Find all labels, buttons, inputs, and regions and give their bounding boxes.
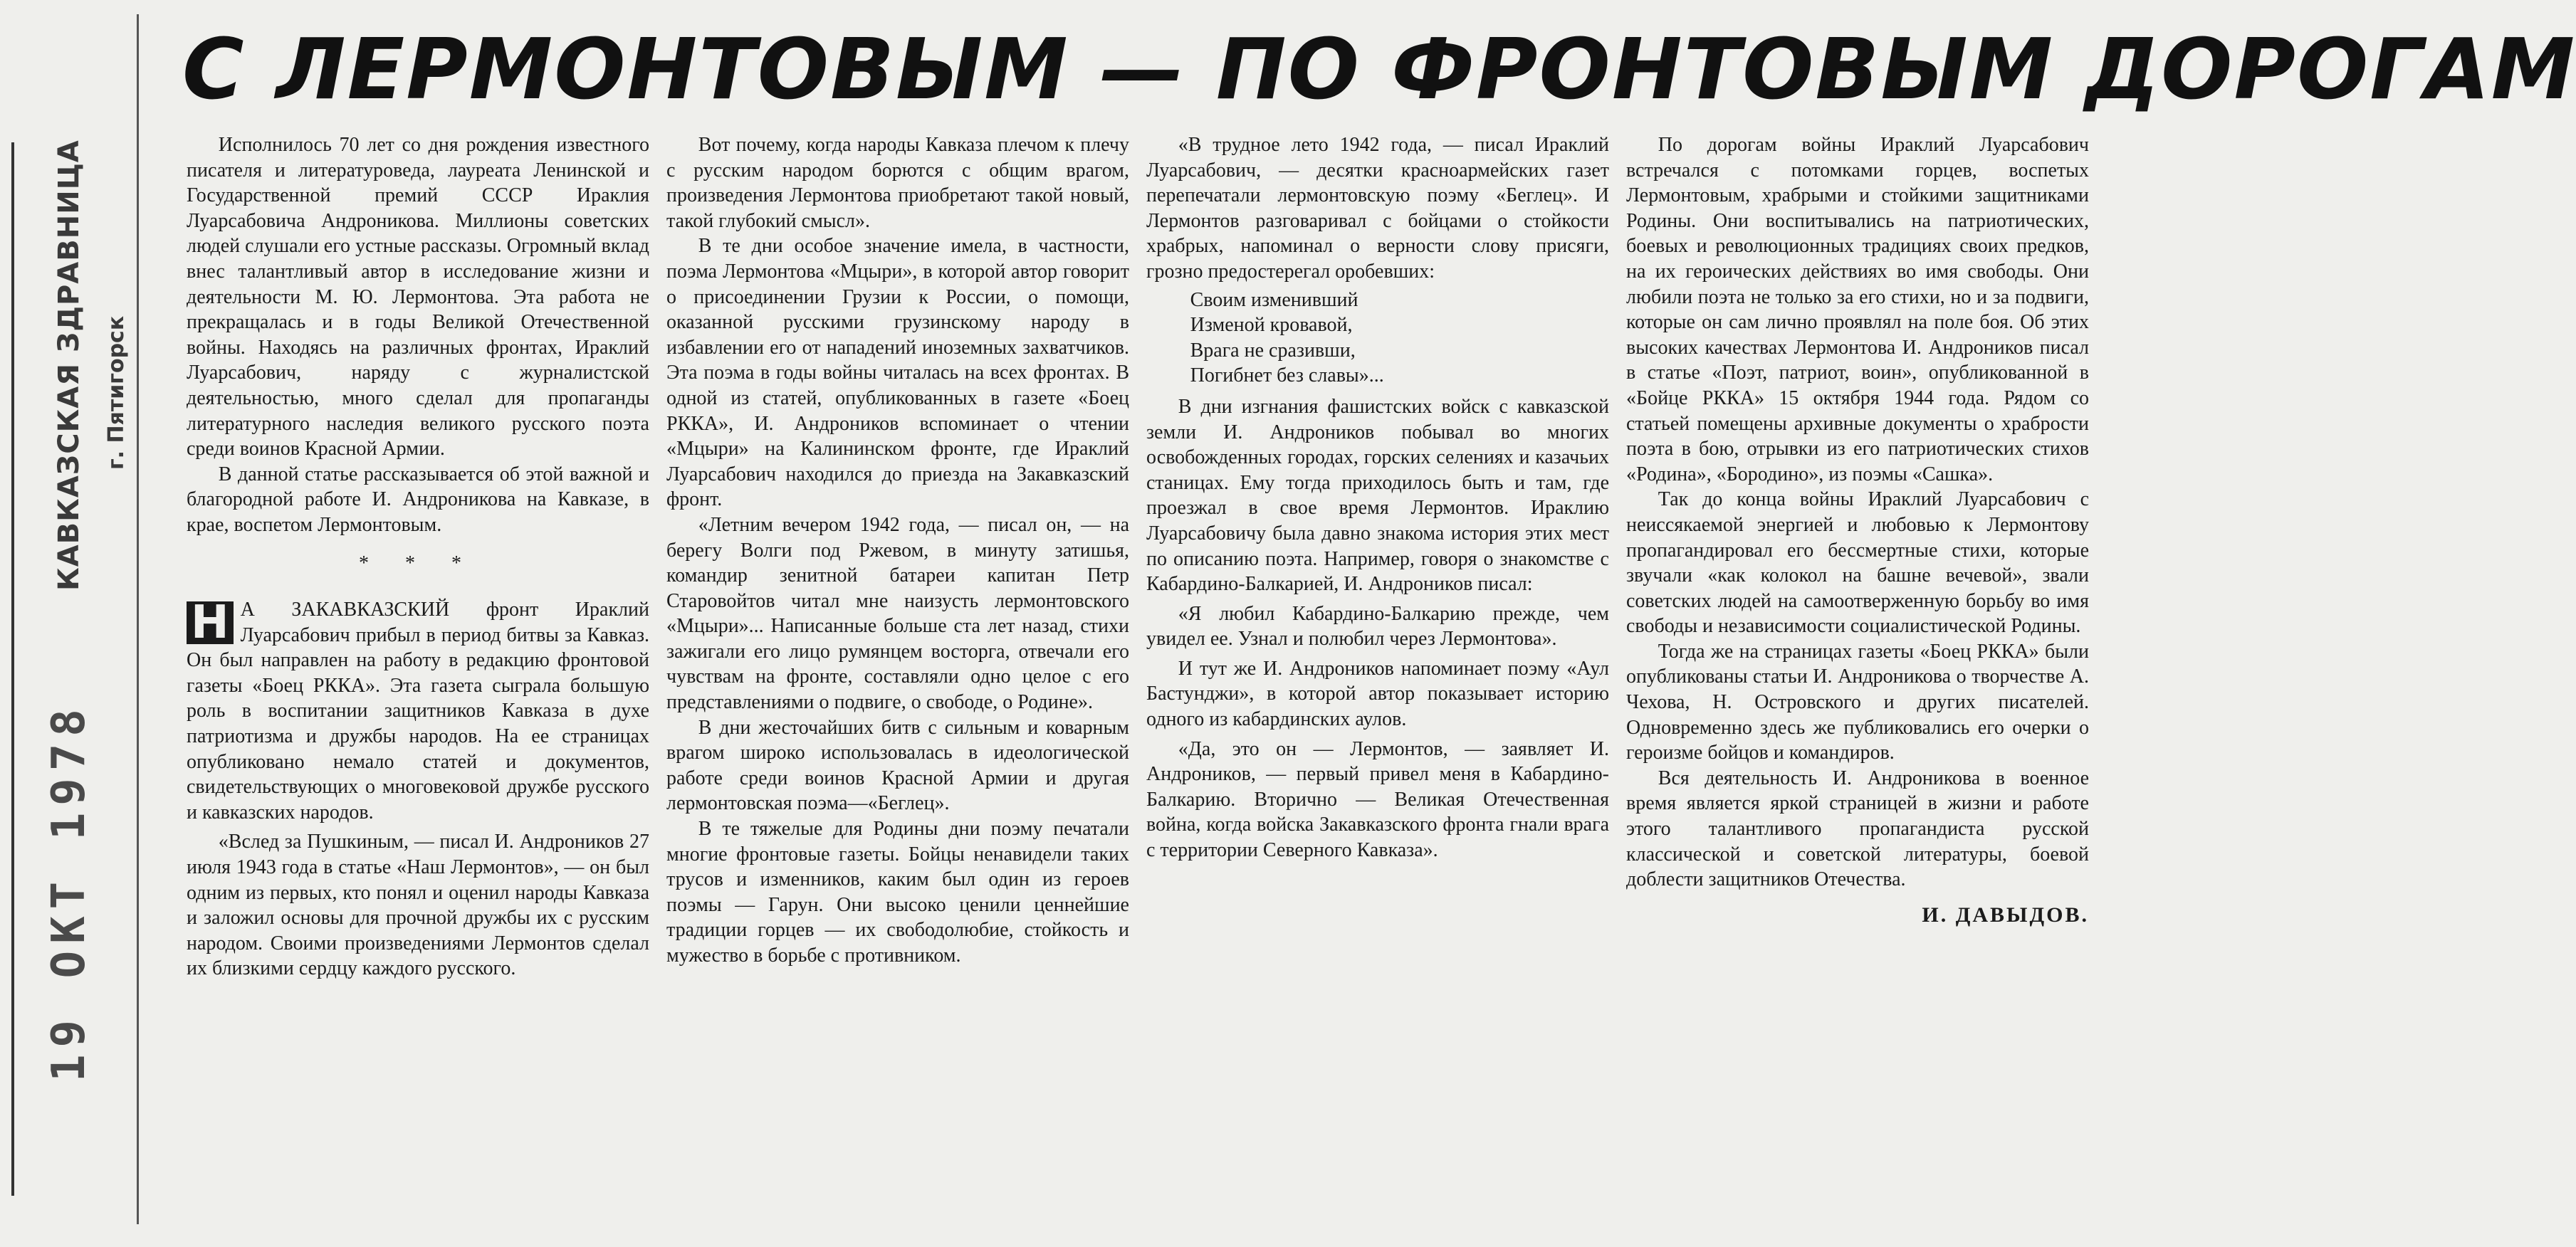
article-paragraph: Так до конца войны Ираклий Луарсабович с неиссякаемой энергией и любовью к Лермонтову пропагандировал его бессмертные стихи, которые звучали «как колокол на башне вечевой», звали советских людей на самоотверженную борьбу во имя свободы и независимости социалистической Родины. xyxy=(1626,488,2089,638)
poem-line: Погибнет без славы»... xyxy=(1190,364,1384,387)
poem-line: Врага не сразивши, xyxy=(1190,339,1356,362)
lead-paragraph: Исполнилось 70 лет со дня рождения известного писателя и литературоведа, лауреата Ленинской и Государственной премий СССР Ираклия Луарсабовича Андроникова. Миллионы советских людей слушали его устные рассказы. Огромный вклад внес талантливый автор в исследование жизни и деятельности М. Ю. Лермонтова. Эта работа не прекращалась и в годы Великой Отечественной войны. Находясь на различных фронтах, Ираклий Луарсабович, наряду с журналистской деятельностью, много сделал для пропаганды литературного наследия великого русского поэта среди воинов Красной Армии. xyxy=(187,134,649,461)
column-1 xyxy=(187,132,649,1236)
article-paragraph xyxy=(187,597,649,825)
paragraph-caps: А ЗАКАВКАЗСКИЙ xyxy=(240,599,450,621)
drop-cap: Н xyxy=(187,601,234,644)
article-paragraph: «В трудное лето 1942 года, — писал Ираклий Луарсабович, — десятки красноармейских газет перепечатали лермонтовскую поэму «Беглец». И Лермонтов разговаривал с бойцами о стойкости храбрых, напоминал о верности слову присяги, грозно предостерегал оробевших: xyxy=(1146,134,1609,283)
newspaper-city: г. Пятигорск xyxy=(104,315,129,470)
article-paragraph: И тут же И. Андроников напоминает поэму «Аул Бастунджи», в которой автор показывает историю одного из кабардинских аулов. xyxy=(1146,657,1609,731)
clipping-sidebar xyxy=(10,14,174,1231)
author-signature: И. ДАВЫДОВ. xyxy=(1922,903,2089,927)
sidebar-rule xyxy=(137,14,139,1224)
article-paragraph: «Да, это он — Лермонтов, — заявляет И. Андроников, — первый привел меня в Кабардино-Балкарию. Вторично — Великая Отечественная война, когда войска Закавказского фронта гнали врага с территории Северного Кавказа». xyxy=(1146,737,1609,862)
date-stamp: 19 ОКТ 1978 xyxy=(43,702,95,1082)
column-2 xyxy=(666,132,1129,1236)
lead-paragraph: В данной статье рассказывается об этой важной и благородной работе И. Андроникова на Кавказе, в крае, воспетом Лермонтовым. xyxy=(187,463,649,536)
article-paragraph: По дорогам войны Ираклий Луарсабович встречался с потомками горцев, воспетых Лермонтовым, храбрыми и стойкими защитниками Родины. Они воспитывались на патриотических, боевых и революционных традициях своих предков, на их героических действиях во имя свободы. Они любили поэта не только за его стихи, но и за подвиги, которые он сам лично проявлял на поле боя. Об этих высоких качествах Лермонтова И. Андроников писал в статье «Поэт, патриот, воин», опубликованной в «Бойце РККА» 15 октября 1944 года. Рядом со статьей помещены архивные документы о храбрости поэта в бою, отрывки из его патриотических стихов «Родина», «Бородино», из поэмы «Сашка». xyxy=(1626,134,2089,485)
poem-line: Своим изменивший xyxy=(1190,288,1358,311)
article-paragraph: Вот почему, когда народы Кавказа плечом к плечу с русским народом борются с общим врагом, произведения Лермонтова приобретают такой новый, такой глубокий смысл». xyxy=(666,134,1129,232)
newspaper-name: КАВКАЗСКАЯ ЗДРАВНИЦА xyxy=(53,140,85,591)
poem-line: Изменой кровавой, xyxy=(1190,314,1353,337)
article-paragraph: «Вслед за Пушкиным, — писал И. Андроников 27 июля 1943 года в статье «Наш Лермонтов», — он был одним из первых, кто понял и оценил народы Кавказа и заложил основы для прочной дружбы их с русским народом. Своими произведениями Лермонтов сделал их близкими сердцу каждого русского. xyxy=(187,831,649,980)
article-body xyxy=(187,132,2089,1236)
article-paragraph: В те тяжелые для Родины дни поэму печатали многие фронтовые газеты. Бойцы ненавидели таких трусов и изменников, каким был один из героев поэмы — Гарун. Они высоко ценили ценнейшие традиции горцев — их свободолюбие, стойкость и мужество в борьбе с противником. xyxy=(666,818,1129,967)
article-paragraph: В дни изгнания фашистских войск с кавказской земли И. Андроников побывал во многих освобожденных городах, горских селениях и казачьих станицах. Ему тогда приходилось быть и там, где проезжал в свое время Лермонтов. Ираклию Луарсабовичу была давно знакома история этих мест по описанию поэта. Например, говоря о знакомстве с Кабардино-Балкарией, И. Андроников писал: xyxy=(1146,395,1609,596)
article-paragraph: Тогда же на страницах газеты «Боец РККА» были опубликованы статьи И. Андроникова о творчестве А. Чехова, Н. Островского и других писателей. Одновременно здесь же публиковались его очерки о героизме бойцов и командиров. xyxy=(1626,640,2089,764)
article-paragraph: Вся деятельность И. Андроникова в военное время является яркой страницей в жизни и работе этого талантливого пропагандиста русской классической и советской литературы, боевой доблести защитников Отечества. xyxy=(1626,767,2089,891)
column-4 xyxy=(1626,132,2089,1236)
article-paragraph: В дни жесточайших битв с сильным и коварным врагом широко использовалась в идеологической работе среди воинов Красной Армии и другая лермонтовская поэма—«Беглец». xyxy=(666,716,1129,815)
article-paragraph: «Я любил Кабардино-Балкарию прежде, чем увидел ее. Узнал и полюбил через Лермонтова». xyxy=(1146,602,1609,651)
poem-quote xyxy=(1190,288,1609,389)
article-paragraph: В те дни особое значение имела, в частности, поэма Лермонтова «Мцыри», в которой автор говорит о присоединении Грузии к России, о помощи, оказанной русскими грузинскому народу в избавлении его от нападений иноземных захватчиков. Эта поэма в годы войны читалась на всех фронтах. В одной из статей, опубликованных в газете «Боец РККА», И. Андроников вспоминает о чтении «Мцыри» на Калининском фронте, где Ираклий Луарсабович находился до приезда на Закавказский фронт. xyxy=(666,235,1129,511)
paragraph-text: фронт Ираклий Луарсабович прибыл в период битвы за Кавказ. Он был направлен на работу в редакцию фронтовой газеты «Боец РККА». Эта газета сыграла большую роль в воспитании защитников Кавказа в духе патриотизма и дружбы народов. На ее страницах опубликовано немало статей и документов, свидетельствующих о многовековой дружбе русского и кавказских народов. xyxy=(187,599,650,824)
article-paragraph: «Летним вечером 1942 года, — писал он, — на берегу Волги под Ржевом, в минуту затишья, командир зенитной батареи капитан Петр Старовойтов читал мне наизусть лермонтовского «Мцыри»... Написанные больше ста лет назад, стихи зажигали его лицо румянцем восторга, отвечали его чувствам на фронте, составляли одно целое с его представлениями о подвиге, о свободе, о Родине». xyxy=(666,513,1129,714)
section-separator: * * * xyxy=(359,552,477,574)
column-3 xyxy=(1146,132,1609,1236)
article-headline: С ЛЕРМОНТОВЫМ — ПО ФРОНТОВЫМ ДОРОГАМ xyxy=(182,20,2576,118)
sidebar-rule xyxy=(11,142,14,1196)
